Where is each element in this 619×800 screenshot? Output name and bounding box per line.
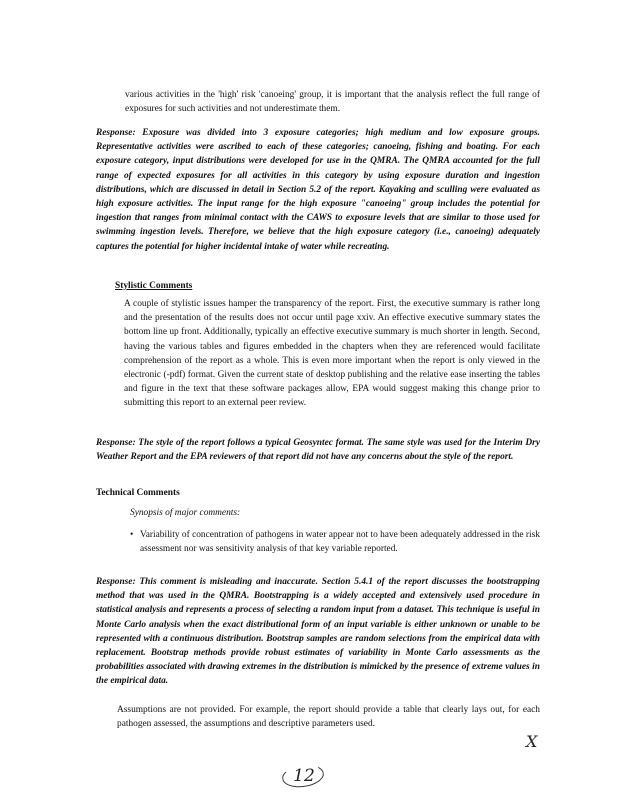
synopsis-label: Synopsis of major comments:	[130, 508, 241, 518]
assumptions-paragraph: Assumptions are not provided. For example, the report should provide a table that clearly lays out, for each pathogen assessed, the assumptions and descriptive parameters used.	[117, 705, 540, 730]
stylistic-comments-heading: Stylistic Comments	[115, 281, 193, 291]
handwritten-x-mark: X	[526, 732, 538, 751]
handwritten-page-number: 12	[284, 764, 324, 788]
response-style-paragraph: Response: The style of the report follows a typical Geosyntec format. The same style was used for the Interim Dry Weather Report and the EPA reviewers of that report did not have any concerns about the style of the report.	[96, 438, 540, 463]
intro-paragraph: various activities in the 'high' risk 'canoeing' group, it is important that the analysis reflect the full range of exposures for such activities and not underestimate them.	[125, 90, 540, 115]
technical-comments-heading: Technical Comments	[96, 488, 180, 498]
response-variability-paragraph: Response: This comment is misleading and inaccurate. Section 5.4.1 of the report discusses the bootstrapping method that was used in the QMRA. Bootstrapping is a widely accepted and extensively used procedure in statistical analysis and represents a process of selecting a random input from a dataset. This technique is useful in Monte Carlo analysis when the exact distributional form of an input variable is either unknown or unable to be represented with a continuous distribution. Bootstrap samples are random selections from the empirical data with replacement. Bootstrap methods provide robust estimates of variability in Monte Carlo assessments as the probabilities associated with drawing extremes in the distribution is mimicked by the presence of extreme values in the empirical data.	[96, 577, 540, 687]
bullet-marker: •	[130, 530, 134, 540]
stylistic-comments-paragraph: A couple of stylistic issues hamper the transparency of the report. First, the executive summary is rather long and the presentation of the results does not occur until page xxiv. An effective executive summary states the bottom line up front. Additionally, typically an effective executive summary is much shorter in length. Second, having the various tables and figures embedded in the chapters when they are referenced would facilitate comprehension of the report as a whole. This is even more important when the report is only viewed in the electronic (-pdf) format. Given the current state of desktop publishing and the relative ease inserting the tables and figure in the text that these software packages allow, EPA would suggest making this change prior to submitting this report to an external peer review.	[124, 299, 540, 409]
bullet-variability-text: Variability of concentration of pathogens in water appear not to have been adequately addressed in the risk assessment nor was sensitivity analysis of that key variable reported.	[140, 530, 540, 555]
response-exposure-paragraph: Response: Exposure was divided into 3 exposure categories; high medium and low exposure groups. Representative activities were ascribed to each of these categories; canoeing, fishing and boating. For each exposure category, input distributions were developed for use in the QMRA. The QMRA accounted for the full range of expected exposures for all activities in this category by using exposure duration and ingestion distributions, which are discussed in detail in Section 5.2 of the report. Kayaking and sculling were evaluated as high exposure activities. The input range for the high exposure "canoeing" group includes the potential for ingestion that ranges from minimal contact with the CAWS to exposure levels that are similar to those used for swimming ingestion levels. Therefore, we believe that the high exposure category (i.e., canoeing) adequately captures the potential for higher incidental intake of water while recreating.	[96, 128, 540, 252]
